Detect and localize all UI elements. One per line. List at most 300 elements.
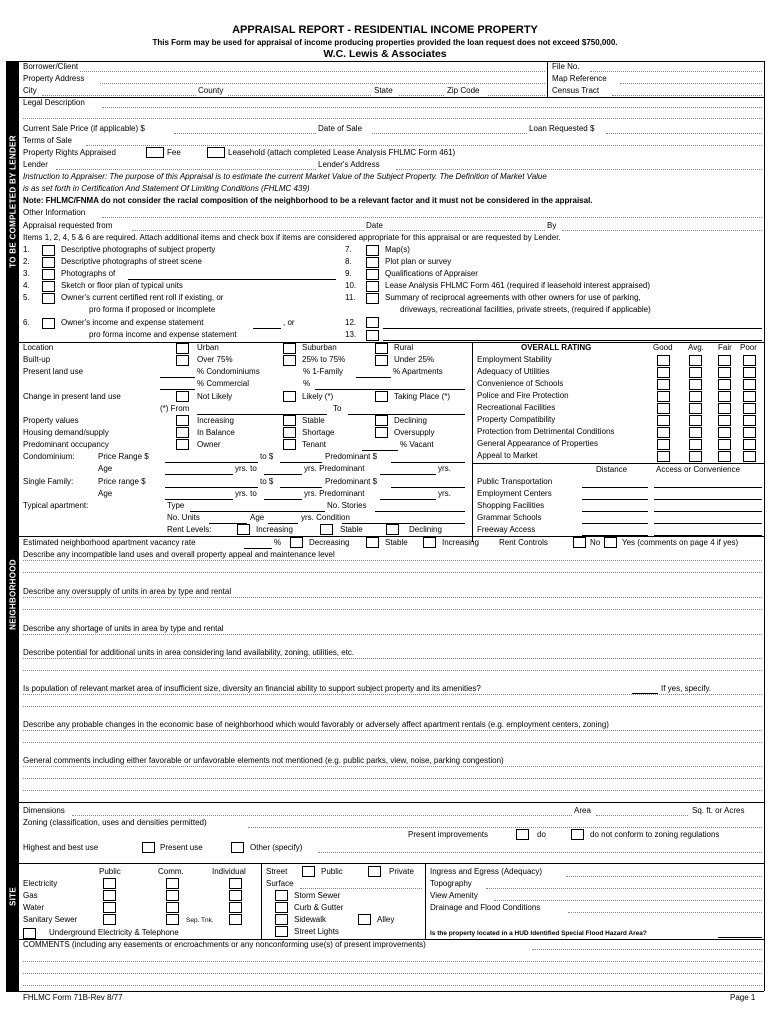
item-4-label: Sketch or floor plan of typical units (61, 281, 183, 290)
in-balance-checkbox[interactable] (176, 427, 189, 438)
vacancy-pct: % (274, 538, 282, 547)
sf-predominant-field[interactable] (391, 487, 465, 488)
curb-label: Curb & Gutter (294, 903, 344, 912)
rent-levels-label: Rent Levels: (167, 525, 212, 534)
sf-price-to-field[interactable] (280, 487, 322, 488)
file-no-field[interactable] (590, 71, 762, 72)
pct-1family-label: % 1-Family (303, 367, 344, 376)
conform-do-checkbox[interactable] (516, 829, 529, 840)
present-improvements-label: Present improvements (408, 830, 489, 839)
street-lights-label: Street Lights (294, 927, 339, 936)
pct-other-label: % (303, 379, 311, 388)
legal-field-2[interactable] (23, 118, 762, 119)
describe-field[interactable] (23, 778, 762, 779)
item-11-num: 11. (345, 293, 356, 302)
rating-good-checkbox[interactable] (657, 379, 670, 390)
condo-price-to-field[interactable] (280, 462, 322, 463)
rating-item-label: Adequacy of Utilities (477, 367, 550, 376)
item-10-checkbox[interactable] (366, 281, 379, 292)
topography-field[interactable] (486, 888, 762, 889)
pct-commercial-field[interactable] (160, 389, 195, 390)
item-13-num: 13. (345, 330, 357, 339)
state-label: State (374, 86, 393, 95)
alley-checkbox[interactable] (358, 914, 371, 925)
utility-comm-checkbox[interactable] (166, 902, 179, 913)
rural-label: Rural (394, 343, 414, 352)
vacancy-increasing-label: Increasing (442, 538, 479, 547)
site-comments-field[interactable] (532, 949, 762, 950)
item-2-num: 2. (23, 257, 30, 266)
rating-poor-checkbox[interactable] (743, 415, 756, 426)
item-2-label: Descriptive photographs of street scene (61, 257, 202, 266)
item-3-field[interactable] (128, 279, 336, 280)
urban-checkbox[interactable] (176, 343, 189, 354)
distance-field[interactable] (582, 523, 648, 524)
rating-item-label: Property Compatibility (477, 415, 556, 424)
rating-good-checkbox[interactable] (657, 355, 670, 366)
condo-price-from-field[interactable] (165, 462, 258, 463)
city-field[interactable] (42, 95, 196, 96)
item-1-num: 1. (23, 245, 30, 254)
instruction-line-1: Instruction to Appraiser: The purpose of this Appraisal is to estimate the current Market Value of the Subject Property. The Definition of Market Value (23, 172, 547, 181)
pct-vacant-field[interactable] (362, 450, 398, 451)
item-10-label: Lease Analysis FHLMC Form 461 (required if leasehold interest appraised) (385, 281, 651, 290)
under25-checkbox[interactable] (375, 355, 388, 366)
county-label: County (198, 86, 224, 95)
sf-age-to-field[interactable] (264, 499, 302, 500)
overall-rating-title: OVERALL RATING (521, 343, 592, 352)
item-4-checkbox[interactable] (42, 281, 55, 292)
area-field[interactable] (596, 815, 688, 816)
pv-stable-checkbox[interactable] (283, 415, 296, 426)
terms-field[interactable] (86, 145, 762, 146)
describe-field[interactable] (23, 706, 762, 707)
rating-item-label: Protection from Detrimental Conditions (477, 427, 615, 436)
loan-requested-field[interactable] (606, 133, 762, 134)
vacancy-stable-label: Stable (385, 538, 408, 547)
other-use-checkbox[interactable] (231, 842, 244, 853)
suburban-label: Suburban (302, 343, 337, 352)
taking-place-checkbox[interactable] (375, 391, 388, 402)
pv-declining-checkbox[interactable] (375, 415, 388, 426)
condo-price-range-label: Price Range $ (98, 452, 149, 461)
rating-item-label: Appeal to Market (477, 451, 538, 460)
utility-comm-checkbox[interactable] (166, 878, 179, 889)
condo-yrs-label: yrs. (438, 464, 451, 473)
util-comm-header: Comm. (158, 867, 184, 876)
rent-stable-label: Stable (340, 525, 363, 534)
rating-good-checkbox[interactable] (657, 403, 670, 414)
distance-item-label: Freeway Access (477, 525, 536, 534)
frame-top (6, 61, 764, 62)
item-8-label: Plot plan or survey (385, 257, 452, 266)
sf-age-from-field[interactable] (165, 499, 233, 500)
rent-controls-label: Rent Controls (499, 538, 548, 547)
from-field[interactable] (197, 414, 327, 415)
distance-top-line (472, 463, 764, 464)
apt-type-field[interactable] (190, 511, 325, 512)
condo-age-predominant-label: yrs. Predominant (304, 464, 365, 473)
lender-right-divider (547, 61, 548, 97)
ingress-field[interactable] (566, 876, 762, 877)
rating-item-label: Convenience of Schools (477, 379, 564, 388)
ingress-label: Ingress and Egress (Adequacy) (430, 867, 543, 876)
urban-label: Urban (197, 343, 219, 352)
describe-label: Describe potential for additional units in area considering land availability, zoning, utilities, etc. (23, 648, 355, 657)
rating-poor-checkbox[interactable] (743, 403, 756, 414)
under25-label: Under 25% (394, 355, 435, 364)
not-likely-checkbox[interactable] (176, 391, 189, 402)
rating-fair-checkbox[interactable] (718, 403, 731, 414)
curb-checkbox[interactable] (275, 902, 288, 913)
rating-avg-checkbox[interactable] (689, 367, 702, 378)
date-of-sale-label: Date of Sale (318, 124, 363, 133)
distance-field[interactable] (582, 511, 648, 512)
pct-vacant-label: % Vacant (400, 440, 434, 449)
item-8-checkbox[interactable] (366, 257, 379, 268)
condo-age-predominant-field[interactable] (380, 474, 436, 475)
surface-field[interactable] (300, 888, 422, 889)
describe-field[interactable] (23, 766, 762, 767)
utility-public-checkbox[interactable] (103, 902, 116, 913)
taking-place-label: Taking Place (*) (394, 392, 451, 401)
side-label-neighborhood: NEIGHBORHOOD (8, 559, 18, 630)
utility-individual-checkbox[interactable] (229, 914, 242, 925)
distance-field[interactable] (582, 499, 648, 500)
storm-sewer-checkbox[interactable] (275, 890, 288, 901)
rating-good-checkbox[interactable] (657, 451, 670, 462)
describe-label: Describe any oversupply of units in area by type and rental (23, 587, 232, 596)
pv-declining-label: Declining (394, 416, 427, 425)
access-field[interactable] (654, 499, 762, 500)
item-11-checkbox[interactable] (366, 293, 379, 304)
item-13-field[interactable] (383, 340, 762, 341)
rating-avg-checkbox[interactable] (689, 427, 702, 438)
present-use-label: Present use (160, 843, 203, 852)
owner-checkbox[interactable] (176, 439, 189, 450)
access-field[interactable] (654, 487, 762, 488)
pv-stable-label: Stable (302, 416, 325, 425)
storm-sewer-label: Storm Sewer (294, 891, 341, 900)
rating-avg-checkbox[interactable] (689, 451, 702, 462)
sf-age-predominant-field[interactable] (380, 499, 436, 500)
rating-avg-checkbox[interactable] (689, 355, 702, 366)
util-public-header: Public (99, 867, 121, 876)
item-1-checkbox[interactable] (42, 245, 55, 256)
describe-field[interactable] (23, 560, 762, 561)
item-9-checkbox[interactable] (366, 269, 379, 280)
suburban-checkbox[interactable] (283, 343, 296, 354)
rating-avg-checkbox[interactable] (689, 379, 702, 390)
rural-checkbox[interactable] (375, 343, 388, 354)
condo-age-to-field[interactable] (264, 474, 302, 475)
site-comments-field-4[interactable] (23, 985, 762, 986)
rating-fair-checkbox[interactable] (718, 379, 731, 390)
tenant-label: Tenant (302, 440, 327, 449)
item-6b-label: pro forma income and expense statement (89, 330, 237, 339)
zip-field[interactable] (488, 95, 545, 96)
item-12-field[interactable] (383, 328, 762, 329)
utility-individual-checkbox[interactable] (229, 878, 242, 889)
rating-col-fair: Fair (718, 343, 732, 352)
leasehold-checkbox[interactable] (207, 147, 225, 158)
describe-label: Describe any probable changes in the economic base of neighborhood which would favorably or adversely affect apartment rentals (e.g. employment centers, zoning) (23, 720, 609, 729)
item-11-label: Summary of reciprocal agreements with other owners for use of parking, (385, 293, 641, 302)
flood-question: Is the property located in a HUD Identified Special Flood Hazard Area? (430, 930, 647, 937)
distance-item-label: Employment Centers (477, 489, 552, 498)
describe-field[interactable] (23, 634, 762, 635)
rating-col-good: Good (653, 343, 673, 352)
pct-commercial-label: % Commercial (197, 379, 250, 388)
utility-comm-checkbox[interactable] (166, 914, 179, 925)
describe-field[interactable] (23, 597, 762, 598)
utilities-top-line (19, 863, 764, 864)
describe-field[interactable] (23, 572, 762, 573)
item-6-checkbox[interactable] (42, 318, 55, 329)
over75-checkbox[interactable] (176, 355, 189, 366)
rating-fair-checkbox[interactable] (718, 427, 731, 438)
access-field[interactable] (654, 523, 762, 524)
rights-label: Property Rights Appraised (23, 148, 116, 157)
25to75-label: 25% to 75% (302, 355, 346, 364)
item-9-label: Qualifications of Appraiser (385, 269, 478, 278)
tenant-checkbox[interactable] (283, 439, 296, 450)
describe-field[interactable] (23, 694, 762, 695)
utility-individual-checkbox[interactable] (229, 890, 242, 901)
apt-age-field[interactable] (268, 523, 298, 524)
lender-address-label: Lender's Address (318, 160, 380, 169)
frame-bottom (6, 991, 764, 992)
housing-label: Housing demand/supply (23, 428, 109, 437)
rating-good-checkbox[interactable] (657, 427, 670, 438)
item-13-checkbox[interactable] (366, 330, 379, 341)
rating-good-checkbox[interactable] (657, 439, 670, 450)
rating-poor-checkbox[interactable] (743, 355, 756, 366)
sale-price-label: Current Sale Price (if applicable) $ (23, 124, 145, 133)
county-field[interactable] (228, 95, 371, 96)
rating-poor-checkbox[interactable] (743, 379, 756, 390)
property-address-label: Property Address (23, 74, 85, 83)
vacancy-increasing-checkbox[interactable] (423, 537, 436, 548)
distance-item-label: Grammar Schools (477, 513, 542, 522)
describe-field[interactable] (23, 609, 762, 610)
occupancy-label: Predominant occupancy (23, 440, 109, 449)
zip-label: Zip Code (447, 86, 480, 95)
rent-controls-yes-checkbox[interactable] (604, 537, 617, 548)
rent-increasing-checkbox[interactable] (237, 524, 250, 535)
utility-comm-checkbox[interactable] (166, 890, 179, 901)
lender-address-field[interactable] (396, 169, 762, 170)
rating-fair-checkbox[interactable] (718, 415, 731, 426)
sf-age-label: Age (98, 489, 113, 498)
rating-item-label: Employment Stability (477, 355, 552, 364)
property-address-field[interactable] (100, 83, 545, 84)
to-field[interactable] (348, 414, 465, 415)
access-header: Access or Convenience (656, 465, 741, 474)
utility-public-checkbox[interactable] (103, 914, 116, 925)
25to75-checkbox[interactable] (283, 355, 296, 366)
census-field[interactable] (612, 95, 762, 96)
condo-predominant-field[interactable] (391, 462, 465, 463)
dimensions-label: Dimensions (23, 806, 65, 815)
sf-yrs-to-label: yrs. to (235, 489, 257, 498)
rating-col-avg: Avg. (688, 343, 704, 352)
condo-label: Condominium: (23, 452, 75, 461)
electricity-label: Electricity (23, 879, 58, 888)
rating-fair-checkbox[interactable] (718, 451, 731, 462)
lender-label: Lender (23, 160, 48, 169)
pct-condos-field[interactable] (160, 377, 195, 378)
date-label: Date (366, 221, 383, 230)
date-field[interactable] (390, 230, 545, 231)
underground-checkbox[interactable] (23, 928, 36, 939)
sidewalk-checkbox[interactable] (275, 914, 288, 925)
borrower-field[interactable] (80, 71, 545, 72)
item-7-num: 7. (345, 245, 352, 254)
item-2-checkbox[interactable] (42, 257, 55, 268)
rating-avg-checkbox[interactable] (689, 439, 702, 450)
street-public-checkbox[interactable] (302, 866, 315, 877)
no-stories-label: No. Stories (327, 501, 367, 510)
rent-declining-label: Declining (409, 525, 442, 534)
sale-price-field[interactable] (174, 133, 316, 134)
date-of-sale-field[interactable] (372, 133, 527, 134)
owner-label: Owner (197, 440, 221, 449)
fee-checkbox[interactable] (146, 147, 164, 158)
sep-tnk-label: Sep. Tnk. (186, 917, 214, 924)
if-yes-label: If yes, specify. (661, 684, 712, 693)
street-private-label: Private (389, 867, 414, 876)
distance-item-label: Public Transportation (477, 477, 553, 486)
rating-good-checkbox[interactable] (657, 415, 670, 426)
area-label: Area (574, 806, 591, 815)
rating-fair-checkbox[interactable] (718, 391, 731, 402)
utility-public-checkbox[interactable] (103, 878, 116, 889)
apt-type-label: Type (167, 501, 185, 510)
form-title: APPRAISAL REPORT - RESIDENTIAL INCOME PROPERTY (232, 24, 538, 36)
vacancy-decreasing-checkbox[interactable] (290, 537, 303, 548)
location-label: Location (23, 343, 54, 352)
legal-field[interactable] (102, 107, 762, 108)
highest-use-label: Highest and best use (23, 843, 99, 852)
over75-label: Over 75% (197, 355, 233, 364)
rating-avg-checkbox[interactable] (689, 391, 702, 402)
requested-from-field[interactable] (132, 230, 364, 231)
alley-label: Alley (377, 915, 395, 924)
rating-fair-checkbox[interactable] (718, 367, 731, 378)
leasehold-label: Leasehold (attach completed Lease Analysis FHLMC Form 461) (228, 148, 456, 157)
shortage-checkbox[interactable] (283, 427, 296, 438)
rent-declining-checkbox[interactable] (386, 524, 399, 535)
rating-poor-checkbox[interactable] (743, 439, 756, 450)
likely-checkbox[interactable] (283, 391, 296, 402)
pv-increasing-label: Increasing (197, 416, 234, 425)
item-5-checkbox[interactable] (42, 293, 55, 304)
rating-poor-checkbox[interactable] (743, 367, 756, 378)
rating-avg-checkbox[interactable] (689, 415, 702, 426)
view-field[interactable] (494, 900, 762, 901)
describe-field[interactable] (23, 730, 762, 731)
sanitary-label: Sanitary Sewer (23, 915, 78, 924)
item-8-num: 8. (345, 257, 352, 266)
side-label-site: SITE (8, 887, 18, 906)
flood-answer-field[interactable] (718, 937, 762, 938)
sidewalk-label: Sidewalk (294, 915, 327, 924)
rating-avg-checkbox[interactable] (689, 403, 702, 414)
distance-field[interactable] (582, 487, 648, 488)
item-7-checkbox[interactable] (366, 245, 379, 256)
dimensions-field[interactable] (72, 815, 572, 816)
present-use-checkbox[interactable] (142, 842, 155, 853)
describe-field[interactable] (23, 790, 762, 791)
conform-do-not-checkbox[interactable] (571, 829, 584, 840)
site-comments-field-3[interactable] (23, 973, 762, 974)
item-5-num: 5. (23, 293, 30, 302)
rating-poor-checkbox[interactable] (743, 427, 756, 438)
rating-poor-checkbox[interactable] (743, 451, 756, 462)
topography-label: Topography (430, 879, 472, 888)
rent-controls-no-checkbox[interactable] (573, 537, 586, 548)
pv-increasing-checkbox[interactable] (176, 415, 189, 426)
by-field[interactable] (562, 230, 762, 231)
vacancy-field[interactable] (244, 548, 272, 549)
drainage-field[interactable] (568, 912, 762, 913)
rating-fair-checkbox[interactable] (718, 439, 731, 450)
rent-controls-no-label: No (590, 538, 601, 547)
utility-individual-checkbox[interactable] (229, 902, 242, 913)
street-lights-checkbox[interactable] (275, 926, 288, 937)
shortage-label: Shortage (302, 428, 335, 437)
rating-fair-checkbox[interactable] (718, 355, 731, 366)
vacancy-stable-checkbox[interactable] (366, 537, 379, 548)
oversupply-checkbox[interactable] (375, 427, 388, 438)
pct-apts-field[interactable] (356, 377, 391, 378)
item-6-field[interactable] (253, 328, 281, 329)
utility-public-checkbox[interactable] (103, 890, 116, 901)
sf-price-range-label: Price range $ (98, 477, 146, 486)
lender-field[interactable] (56, 169, 316, 170)
no-stories-field[interactable] (375, 511, 465, 512)
apt-condition-label: yrs. Condition (301, 513, 350, 522)
rating-good-checkbox[interactable] (657, 367, 670, 378)
access-field[interactable] (654, 511, 762, 512)
file-no-label: File No. (552, 62, 580, 71)
map-ref-field[interactable] (620, 83, 762, 84)
pct-other-field[interactable] (315, 389, 465, 390)
apt-condition-field[interactable] (342, 523, 465, 524)
item-3-checkbox[interactable] (42, 269, 55, 280)
state-field[interactable] (399, 95, 444, 96)
describe-field[interactable] (23, 658, 762, 659)
item-6-label: Owner's income and expense statement (61, 318, 204, 327)
zoning-field[interactable] (248, 827, 762, 828)
item-12-num: 12. (345, 318, 357, 327)
item-7-label: Map(s) (385, 245, 410, 254)
site-comments-field-2[interactable] (23, 961, 762, 962)
street-private-checkbox[interactable] (368, 866, 381, 877)
describe-field[interactable] (23, 742, 762, 743)
other-use-field[interactable] (318, 852, 762, 853)
rating-good-checkbox[interactable] (657, 391, 670, 402)
rating-poor-checkbox[interactable] (743, 391, 756, 402)
sf-age-predominant-label: yrs. Predominant (304, 489, 365, 498)
describe-field[interactable] (23, 670, 762, 671)
item-12-checkbox[interactable] (366, 317, 379, 328)
condo-age-from-field[interactable] (165, 474, 233, 475)
sf-price-from-field[interactable] (165, 487, 258, 488)
other-info-field[interactable] (102, 217, 762, 218)
rent-stable-checkbox[interactable] (320, 524, 333, 535)
